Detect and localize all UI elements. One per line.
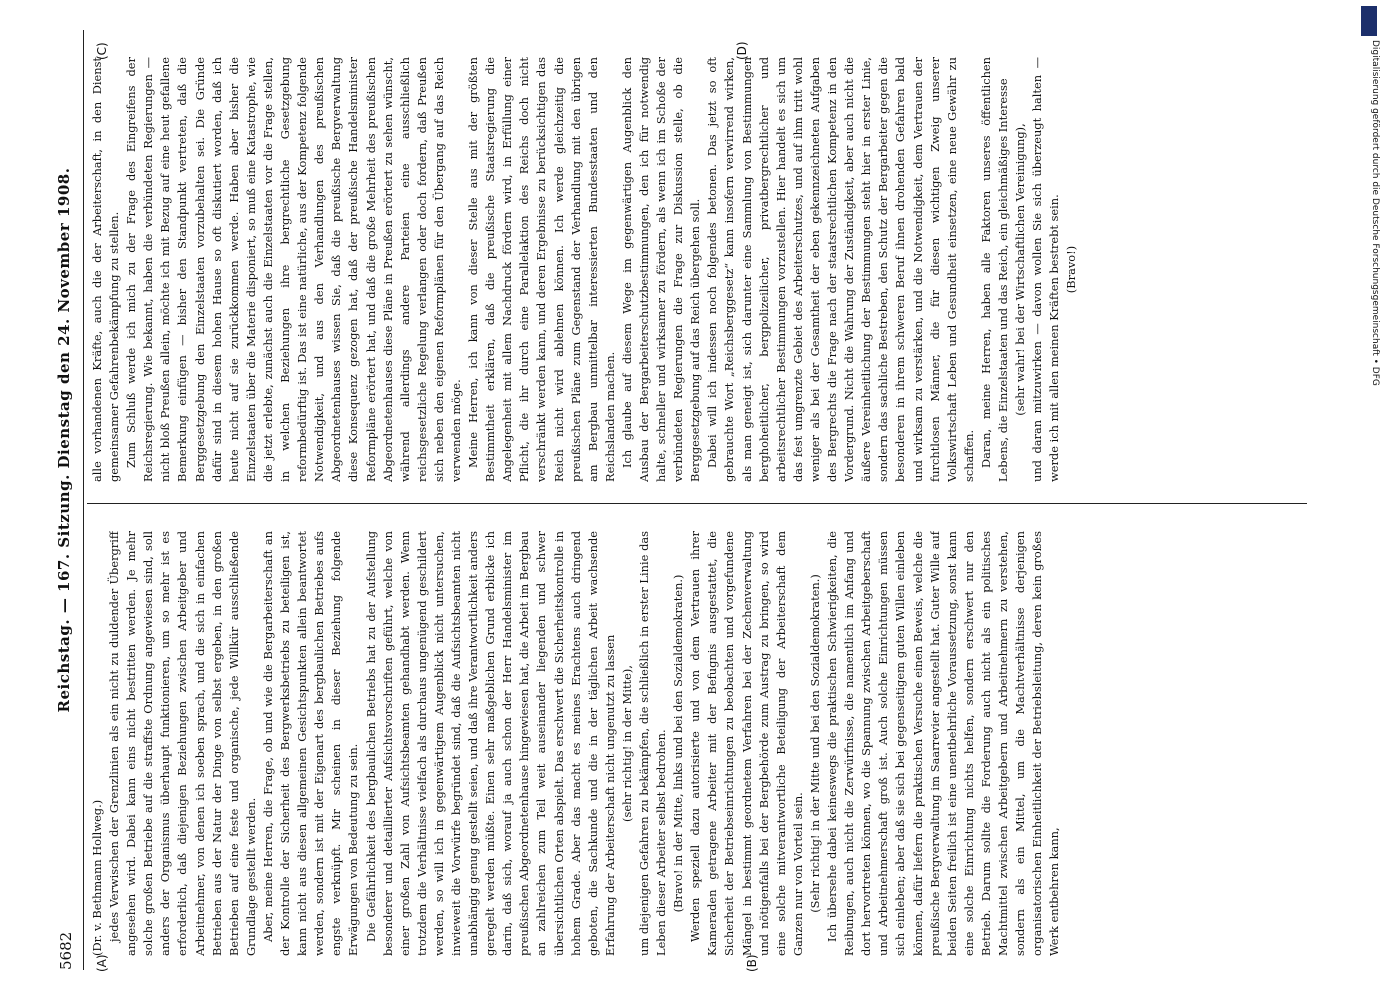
paragraph: Die Gefährlichkeit des bergbaulichen Betriebs hat zu der Aufstellung besonderer und detaillierter Aufsichtsvorschriften geführt, welche von einer großen Zahl von Aufsichtsbeamten gehandhabt werden. Wenn trotzdem die Verhältnisse vielfach als durchaus ungenügend geschildert werden, so will ich in gegenwärtigem Augenblick nicht untersuchen, inwieweit die Vorwürfe begründet sind, daß die Aufsichtsbeamten nicht unabhängig genug gestellt seien, und daß ihre Verantwortlichkeit anders geregelt werden müßte. Einen sehr maßgeblichen Grund erblicke ich darin, daß sich, worauf ja auch schon der Herr Handelsminister im preußischen Abgeordnetenhause hingewiesen hat, die Arbeit im Bergbau an zahlreichen zum Teil weit auseinander liegenden und schwer übersichtlichen Orten abspielt. Das erschwert die Sicherheitskontrolle in hohem Grade. Aber das macht es meines Erachtens auch dringend geboten, die Sachkunde und die in der täglichen Arbeit wachsende Erfahrung der Arbeiterschaft nicht ungenutzt zu lassen: [363, 531, 617, 956]
page-title: Reichstag. — 167. Sitzung. Dienstag den 24. November 1908.: [55, 167, 73, 713]
interjection: (Bravo!): [1064, 245, 1079, 294]
rotated-page: [55, 30, 1345, 970]
interjection: (Bravo! in der Mitte, links und bei den Sozialdemokraten.): [671, 574, 686, 913]
margin-marker-a: (A): [95, 954, 109, 972]
interjection: (sehr wahr! bei der Wirtschaftlichen Vereinigung),: [1013, 123, 1028, 416]
paragraph: Zum Schluß werde ich mich zu der Frage des Eingreifens der Reichsregierung. Wie bekannt, haben die verbündeten Regierungen — nicht bloß Preußen allein, möchte ich mit Bezug auf eine heut gefallene Bemerkung einfügen — bisher den Standpunkt vertreten, daß die Berggesetzgebung den Einzelstaaten vorzubehalten sei. Die Gründe dafür sind in diesem hohen Hause so oft diskutiert worden, daß ich heute nicht auf sie zurückkommen werde. Haben aber bisher die Einzelstaaten über die Materie disponiert, so muß eine Katastrophe, wie die jetzt erlebte, zunächst auch die Einzelstaaten vor die Frage stellen, in welchen Beziehungen ihre bergrechtliche Gesetzgebung reformbedürftig ist. Das ist eine natürliche, aus der Kompetenz folgende Notwendigkeit, und aus den Verhandlungen des preußischen Abgeordnetenhauses wissen Sie, daß die preußische Bergverwaltung diese Konsequenz gezogen hat, daß der preußische Handelsminister Reformpläne erörtert hat, und daß die große Mehrheit des preußischen Abgeordnetenhauses diese Pläne in Preußen erörtert zu sehen wünscht, während allerdings andere Parteien eine ausschließlich reichsgesetzliche Regelung verlangen oder doch fordern, daß Preußen sich neben den eigenen Reformplänen für den Übergang auf das Reich verwenden möge.: [124, 57, 463, 482]
header-rule: [83, 30, 84, 970]
interjection: (sehr richtig! in der Mitte),: [619, 665, 634, 822]
paragraph: Ich übersehe dabei keineswegs die praktischen Schwierigkeiten, die Reibungen, auch nicht die Zerwürfnisse, die namentlich im Anfang und dort hervortreten können, wo die Spannung zwischen Arbeitgeberschaft und Arbeitnehmerschaft groß ist. Auch solche Einrichtungen müssen sich einleben; aber daß sie sich bei gegenseitigem guten Willen einleben können, dafür liefern die praktischen Versuche einen Beweis, welche die preußische Bergverwaltung im Saarrevier angestellt hat. Guter Wille auf beiden Seiten freilich ist eine unentbehrliche Voraussetzung, sonst kann eine solche Einrichtung nichts helfen, sondern erschwert nur den Betrieb. Darum sollte die Forderung auch nicht als ein politisches Machtmittel zwischen Arbeitgebern und Arbeitnehmern zu verstehen, sondern als ein Mittel, um die Machtverhältnisse derjenigen organisatorischen Einheitlichkeit der Betriebsleitung, deren kein großes Werk entbehren kann,: [825, 531, 1062, 956]
paragraph: Aber, meine Herren, die Frage, ob und wie die Bergarbeiterschaft an der Kontrolle der Sicherheit des Bergwerksbetriebs zu beteiligen ist, kann nicht aus diesen allgemeinen Gesichtspunkten allein beantwortet werden, sondern ist mit der Eigenart des bergbaulichen Betriebes aufs engste verknüpft. Mir scheinen in dieser Beziehung folgende Erwägungen von Bedeutung zu sein.: [260, 531, 361, 956]
left-column: [89, 531, 1319, 956]
paragraph: Werden speziell dazu autorisierte und von dem Vertrauen ihrer Kameraden getragene Arbeiter mit der Befugnis ausgestattet, die Sicherheit der Betriebseinrichtungen zu beobachten und vorgefundene Mängel in bestimmt geordnetem Verfahren bei der Zechenverwaltung und nötigenfalls bei der Bergbehörde zum Austrag zu bringen, so wird eine solche mitverantwortliche Beteiligung der Arbeiterschaft dem Ganzen nur von Vorteil sein.: [688, 531, 805, 956]
paragraph: Dabei will ich indessen noch folgendes betonen. Das jetzt so oft gebrauchte Wort „Reichsberggesetz“ kann insofern verwirrend wirken, als man geneigt ist, sich darunter eine Sammlung von Bestimmungen berghoheitlicher, bergpolizeilicher, privatbergrechtlicher und arbeitsrechtlicher Bestimmungen vorzustellen. Hier handelt es sich um das fest umgrenzte Gebiet des Arbeiterschutzes, und auf ihm tritt wohl weniger als bei der Gesamtheit der eben gekennzeichneten Aufgaben des Bergrechts die Frage nach der staatsrechtlichen Kompetenz in den Vordergrund. Nicht die Wahrung der Zuständigkeit, aber auch nicht die äußere Vereinheitlichung der Bestimmungen steht hier in erster Linie, sondern das sachliche Bestreben, den Schutz der Bergarbeiter gegen die besonderen in ihrem schweren Beruf ihnen drohenden Gefahren bald und wirksam zu verstärken, und die Notwendigkeit, dem Vertrauen der furchtlosen Männer, die für diesen wichtigen Zweig unserer Volkswirtschaft Leben und Gesundheit einsetzen, eine neue Gewähr zu schaffen.: [705, 57, 976, 482]
paragraph: und daran mitzuwirken — davon wollen Sie sich überzeugt halten — werde ich mit allen meinen Kräften bestrebt sein.: [1030, 57, 1062, 482]
paragraph: jedes Verwischen der Grenzlinien als ein nicht zu duldender Übergriff angesehen wird. Dabei kann eins nicht bestritten werden. Je mehr solche großen Betriebe auf die straffste Ordnung angewiesen sind, soll anders der Organismus überhaupt funktionieren, um so mehr ist es erforderlich, daß diejenigen Beziehungen zwischen Arbeitgeber und Arbeitnehmer, von denen ich soeben sprach, und die sich in einfachen Betrieben aus der Natur der Dinge von selbst ergeben, in den großen Betrieben auf eine feste und organische, jede Willkür ausschließende Grundlage gestellt werden.: [107, 531, 258, 956]
margin-marker-b: (B): [745, 954, 759, 972]
digitization-note: Digitalisierung gefördert durch die Deutsche Forschungsgemeinschaft • DFG: [1370, 40, 1380, 386]
dfg-logo: [1361, 6, 1377, 36]
margin-marker-c: (C): [95, 42, 109, 60]
speaker-label: (Dr. v. Bethmann Hollweg.): [90, 799, 104, 956]
margin-marker-d: (D): [735, 41, 749, 60]
page-header: [55, 30, 81, 970]
paragraph: Meine Herren, ich kann von dieser Stelle aus mit der größten Bestimmtheit erklären, daß die preußische Staatsregierung die Angelegenheit mit allem Nachdruck fördern wird, in Erfüllung einer Pflicht, die ihr durch eine Parallelaktion des Reichs doch nicht verschränkt werden kann, und deren Ergebnisse zu berücksichtigen das Reich nicht wird ablehnen können. Ich werde gleichzeitig die preußischen Pläne zum Gegenstand der Verhandlung mit den übrigen am Bergbau unmittelbar interessierten Bundesstaaten und den Reichslanden machen.: [466, 57, 617, 482]
paragraph: alle vorhandenen Kräfte, auch die der Arbeiterschaft, in den Dienst gemeinsamer Gefahrenbekämpfung zu stellen.: [90, 57, 122, 482]
paragraph: Ich glaube auf diesem Wege im gegenwärtigen Augenblick den Ausbau der Bergarbeiterschutzbestimmungen, den ich für notwendig halte, schneller und wirksamer zu fördern, als wenn ich im Schoße der verbündeten Regierungen die Frage zur Diskussion stelle, ob die Berggesetzgebung auf das Reich übergehen soll.: [619, 57, 703, 482]
right-column: [89, 57, 1319, 482]
interjection: (Sehr richtig! in der Mitte und bei den Sozialdemokraten.): [807, 574, 822, 913]
column-divider: [87, 503, 1307, 504]
paragraph: um diejenigen Gefahren zu bekämpfen, die schließlich in erster Linie das Leben dieser Arbeiter selbst bedrohen.: [637, 531, 669, 956]
paragraph: Daran, meine Herren, haben alle Faktoren unseres öffentlichen Lebens, die Einzelstaaten und das Reich, ein gleichmäßiges Interesse: [978, 57, 1010, 482]
page-number: 5682: [57, 931, 75, 970]
